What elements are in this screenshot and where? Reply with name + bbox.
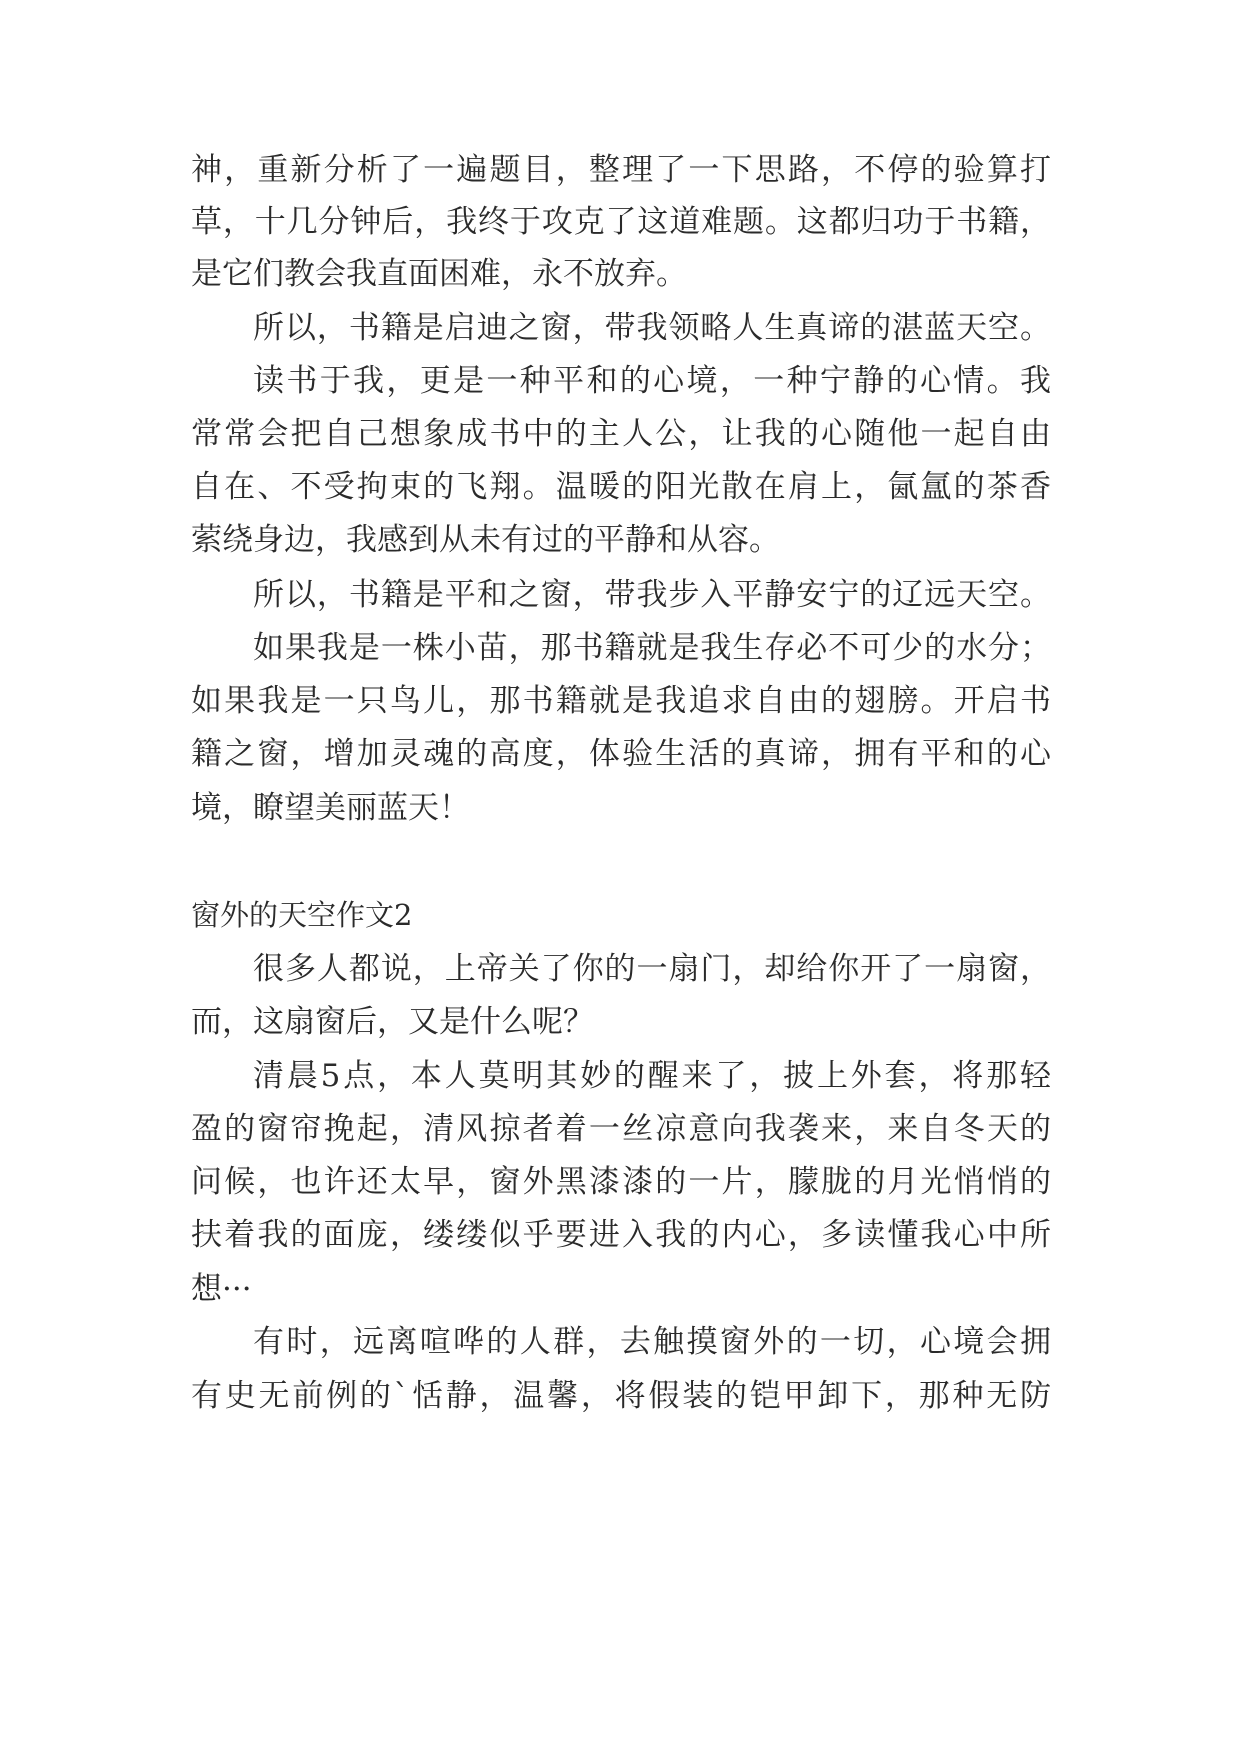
text-line: 有时，远离喧哗的人群，去触摸窗外的一切，心境会拥 [253,1324,1051,1360]
text-line: 有史无前例的`恬静，温馨，将假装的铠甲卸下，那种无防 [191,1378,1051,1414]
text-line: 很多人都说，上帝关了你的一扇门，却给你开了一扇窗， [253,951,1051,987]
text-line: 所以，书籍是平和之窗，带我步入平静安宁的辽远天空。 [253,577,1051,613]
text-line: 自在、不受拘束的飞翔。温暖的阳光散在肩上，氤氲的茶香 [191,469,1051,505]
text-line: 萦绕身边，我感到从未有过的平静和从容。 [191,522,780,558]
text-line: 如果我是一只鸟儿，那书籍就是我追求自由的翅膀。开启书 [191,683,1051,719]
text-line: 籍之窗，增加灵魂的高度，体验生活的真谛，拥有平和的心 [191,736,1051,772]
text-line: 清晨5点，本人莫明其妙的醒来了，披上外套，将那轻 [253,1058,1051,1094]
text-line: 读书于我，更是一种平和的心境，一种宁静的心情。我 [253,363,1051,399]
text-line: 神，重新分析了一遍题目，整理了一下思路，不停的验算打 [191,152,1051,188]
text-line: 盈的窗帘挽起，清风掠者着一丝凉意向我袭来，来自冬天的 [191,1111,1051,1147]
text-line: 境，瞭望美丽蓝天！ [191,790,470,826]
text-line: 如果我是一株小苗，那书籍就是我生存必不可少的水分； [253,630,1051,666]
text-line: 想··· [191,1271,252,1307]
section-heading: 窗外的天空作文2 [191,898,413,932]
text-line: 扶着我的面庞，缕缕似乎要进入我的内心，多读懂我心中所 [191,1217,1051,1253]
text-line: 草，十几分钟后，我终于攻克了这道难题。这都归功于书籍， [191,204,1051,240]
text-line: 是它们教会我直面困难，永不放弃。 [191,256,687,292]
text-line: 所以，书籍是启迪之窗，带我领略人生真谛的湛蓝天空。 [253,310,1051,346]
text-line: 而，这扇窗后，又是什么呢？ [191,1004,594,1040]
text-line: 问候，也许还太早，窗外黑漆漆的一片，朦胧的月光悄悄的 [191,1164,1051,1200]
text-line: 常常会把自己想象成书中的主人公，让我的心随他一起自由 [191,416,1051,452]
